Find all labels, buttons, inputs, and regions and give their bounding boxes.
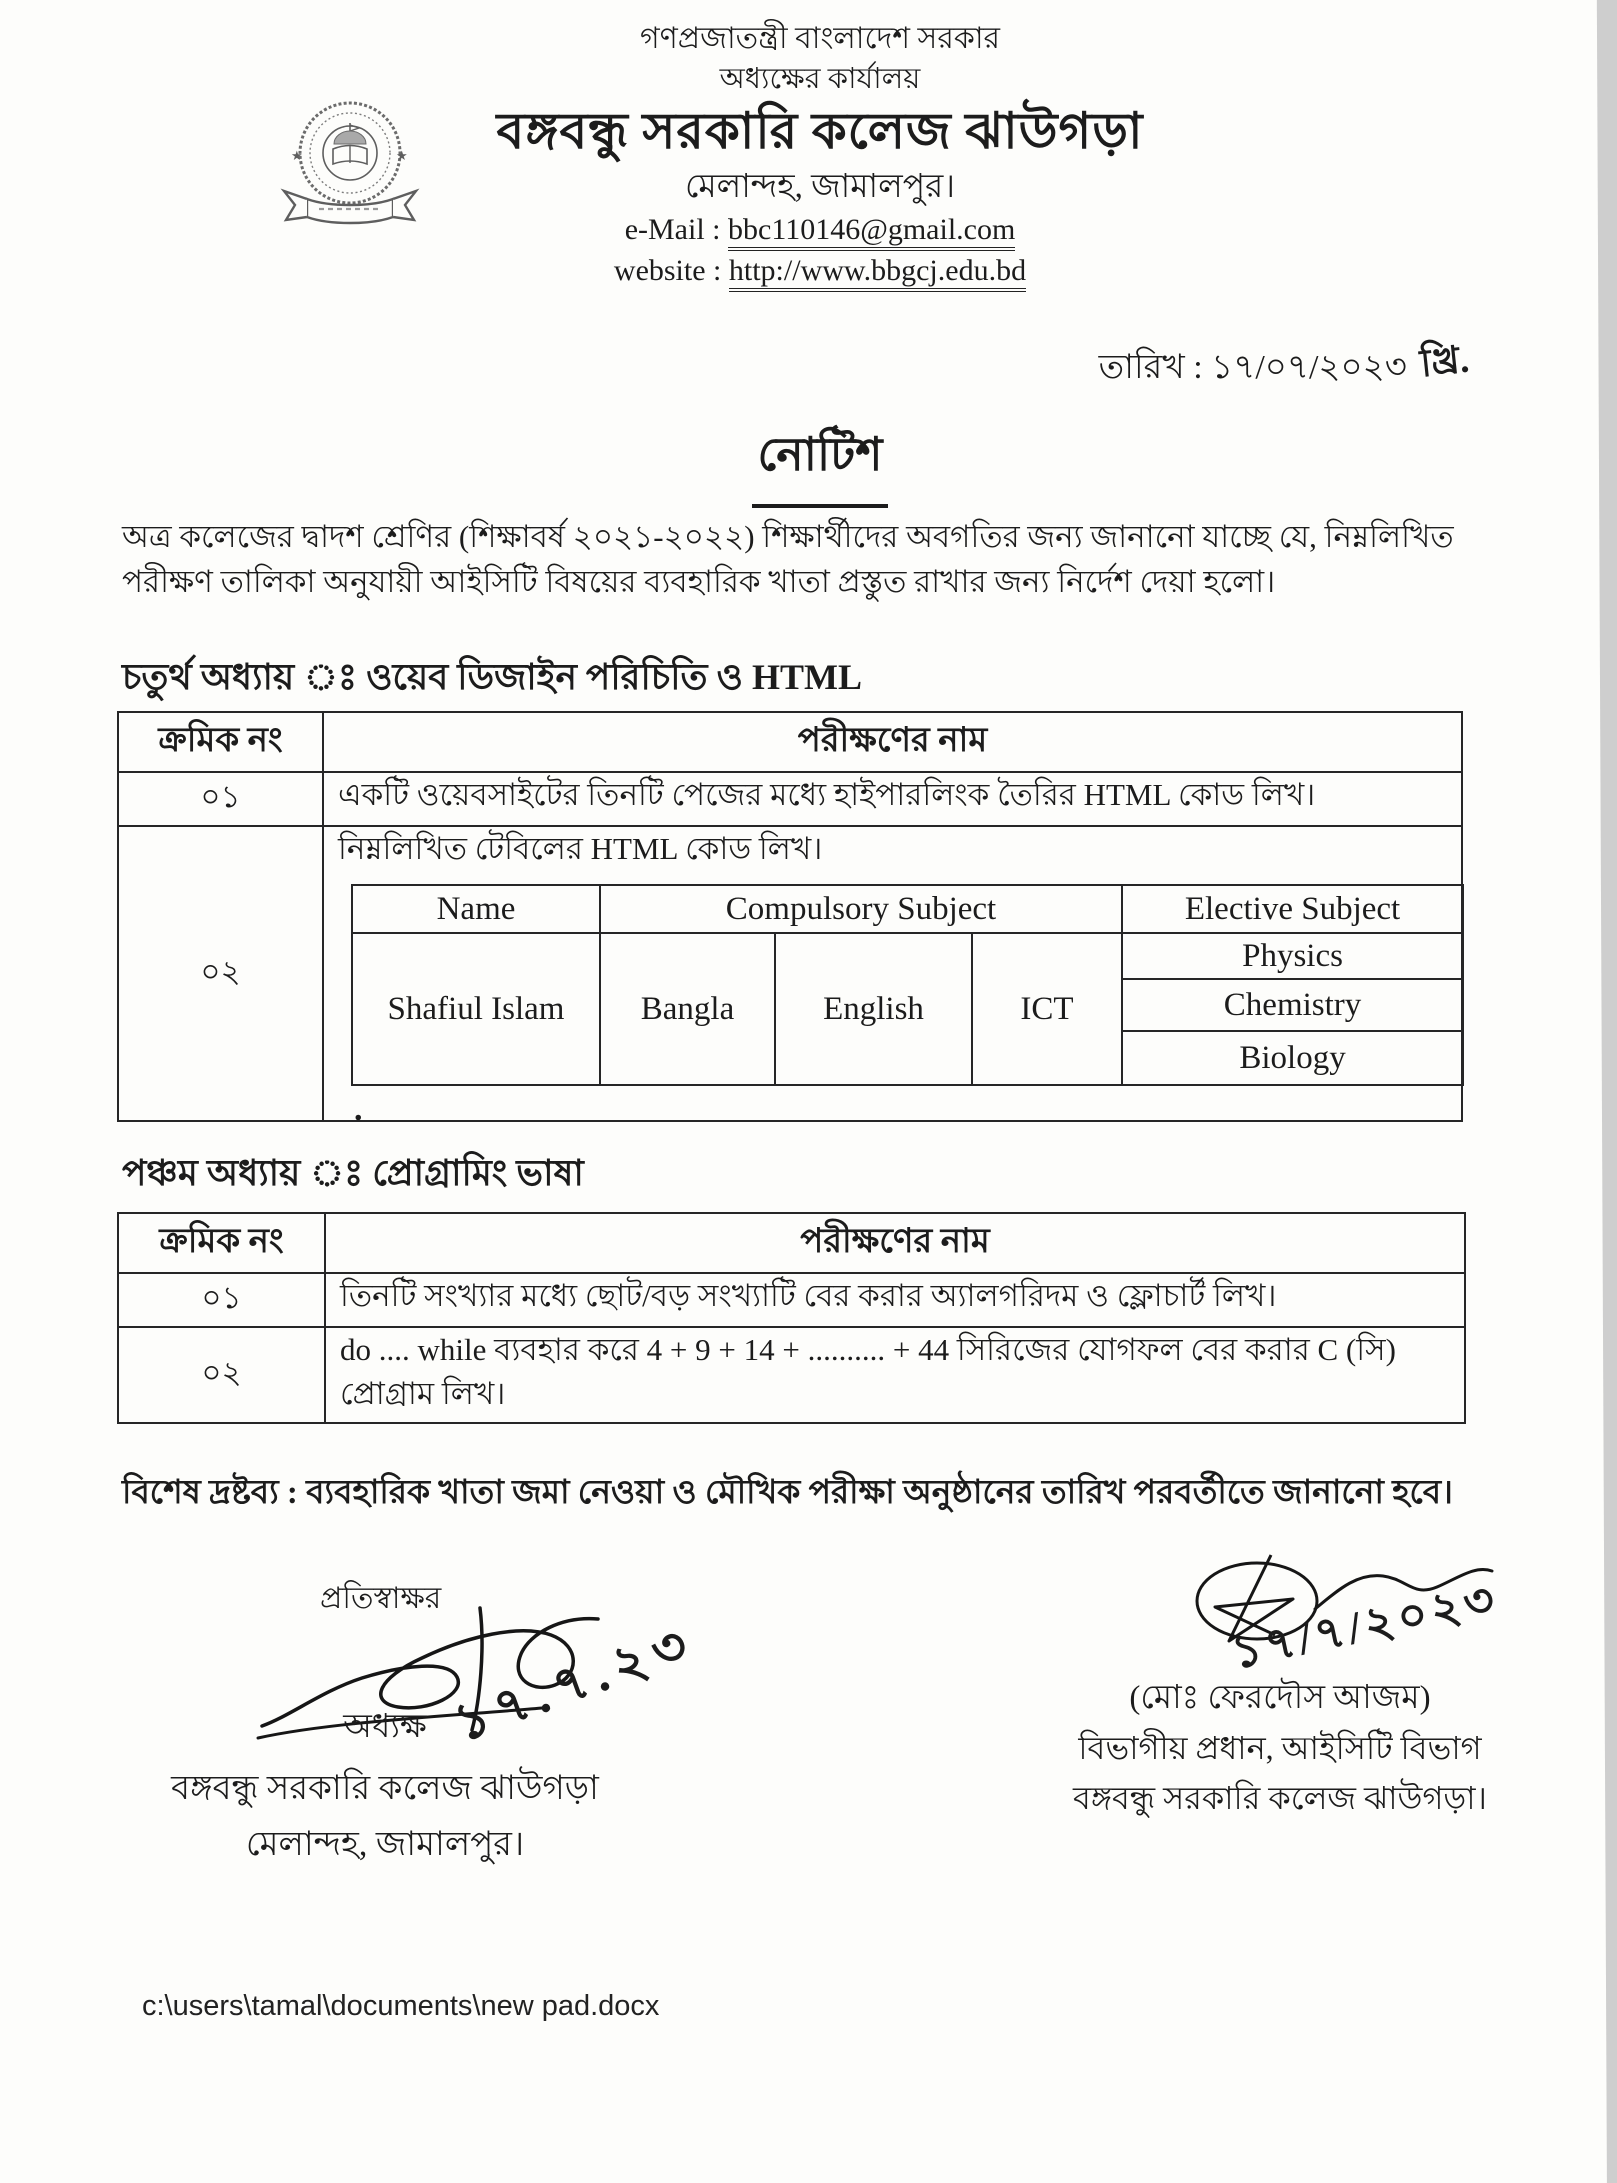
sample-html-table bbox=[351, 884, 1464, 1086]
elective-subject-cell: Physics bbox=[1122, 933, 1463, 979]
date-line bbox=[1099, 336, 1470, 400]
dept-head-signature-date: ১৭/৭/২০২৩ bbox=[1226, 1572, 1503, 1679]
name-header-cell: Name bbox=[352, 885, 600, 933]
serial-column-header: ক্রমিক নং bbox=[118, 712, 323, 772]
document-file-path: c:\users\tamal\documents\new pad.docx bbox=[142, 1990, 660, 2022]
notice-body: অত্র কলেজের দ্বাদশ শ্রেণির (শিক্ষাবর্ষ ২০২১-২০২২) শিক্ষার্থীদের অবগতির জন্য জানানো যাচ্ছে যে, নিম্নলিখিত পরীক্ষণ তালিকা অনুযায়ী আইসিটি বিষয়ের ব্যবহারিক খাতা প্রস্তুত রাখার জন্য নির্দেশ দেয়া হলো। bbox=[122, 519, 1454, 599]
stray-period-mark: . bbox=[354, 1091, 363, 1128]
experiment-cell: do .... while ব্যবহার করে 4 + 9 + 14 + .......... + 44 সিরিজের যোগফল বের করার C (সি) প্রোগ্রাম লিখ। bbox=[325, 1327, 1465, 1423]
date-handwritten-suffix: খ্রি. bbox=[1418, 338, 1472, 386]
chapter4-table bbox=[117, 711, 1463, 1128]
dept-head-designation: বিভাগীয় প্রধান, আইসিটি বিভাগ bbox=[1078, 1730, 1482, 1766]
table-header-row bbox=[118, 712, 1462, 772]
row2-instruction: নিম্নলিখিত টেবিলের HTML কোড লিখ। bbox=[338, 831, 823, 866]
serial-cell: ০২ bbox=[118, 826, 323, 1121]
website-label: website : bbox=[613, 254, 729, 288]
college-name: বঙ্গবন্ধু সরকারি কলেজ ঝাউগড়া bbox=[496, 102, 1144, 159]
college-address: মেলান্দহ, জামালপুর। bbox=[684, 168, 956, 205]
serial-cell: ০১ bbox=[118, 772, 323, 826]
special-note: বিশেষ দ্রষ্টব্য : ব্যবহারিক খাতা জমা নেওয়া ও মৌখিক পরীক্ষা অনুষ্ঠানের তারিখ পরবর্তীতে জানানো হবে। bbox=[122, 1475, 1453, 1511]
email-label: e-Mail : bbox=[624, 213, 728, 247]
experiment-column-header: পরীক্ষণের নাম bbox=[325, 1213, 1465, 1273]
svg-text:★: ★ bbox=[291, 148, 303, 163]
scan-page-edge-shadow bbox=[1575, 0, 1617, 2183]
table-header-row bbox=[118, 1213, 1465, 1273]
principal-designation: অধ্যক্ষ bbox=[343, 1709, 427, 1745]
notice-title: নোটিশ bbox=[120, 420, 1520, 508]
student-name-cell: Shafiul Islam bbox=[352, 933, 600, 1085]
compulsory-subject-cell: English bbox=[775, 933, 972, 1085]
email-address: bbc110146@gmail.com bbox=[728, 213, 1015, 251]
email-line bbox=[120, 213, 1520, 246]
elective-subject-cell: Biology bbox=[1122, 1031, 1463, 1085]
compulsory-subject-cell: ICT bbox=[972, 933, 1122, 1085]
website-line bbox=[120, 254, 1520, 287]
experiment-cell: তিনটি সংখ্যার মধ্যে ছোট/বড় সংখ্যাটি বের করার অ্যালগরিদম ও ফ্লোচার্ট লিখ। bbox=[325, 1273, 1465, 1327]
countersign-label: প্রতিস্বাক্ষর bbox=[320, 1582, 442, 1615]
principal-institution: বঙ্গবন্ধু সরকারি কলেজ ঝাউগড়া bbox=[171, 1770, 599, 1807]
letterhead bbox=[120, 22, 1520, 287]
table-row bbox=[118, 826, 1462, 1121]
website-url: http://www.bbgcj.edu.bd bbox=[729, 254, 1026, 292]
inner-data-row bbox=[352, 933, 1463, 979]
experiment-cell: একটি ওয়েবসাইটের তিনটি পেজের মধ্যে হাইপারলিংক তৈরির HTML কোড লিখ। bbox=[323, 772, 1462, 826]
principal-signature-date: ১৭.৭.২৩ bbox=[447, 1613, 703, 1754]
table-row bbox=[118, 1327, 1465, 1423]
chapter4-heading: চতুর্থ অধ্যায় ঃ ওয়েব ডিজাইন পরিচিতি ও HTML bbox=[122, 657, 863, 697]
experiment-cell bbox=[323, 826, 1462, 1128]
inner-header-row bbox=[352, 885, 1463, 933]
compulsory-header-cell: Compulsory Subject bbox=[600, 885, 1122, 933]
government-line: গণপ্রজাতন্ত্রী বাংলাদেশ সরকার bbox=[639, 22, 1001, 55]
table-row bbox=[118, 1273, 1465, 1327]
chapter5-table bbox=[117, 1212, 1466, 1424]
experiment-column-header: পরীক্ষণের নাম bbox=[323, 712, 1462, 772]
office-line: অধ্যক্ষের কার্যালয় bbox=[719, 63, 921, 95]
svg-text:★: ★ bbox=[396, 148, 408, 163]
serial-cell: ০২ bbox=[118, 1327, 325, 1423]
date-printed: তারিখ : ১৭/০৭/২০২৩ bbox=[1098, 349, 1407, 386]
table-row bbox=[118, 772, 1462, 826]
serial-column-header: ক্রমিক নং bbox=[118, 1213, 325, 1273]
serial-cell: ০১ bbox=[118, 1273, 325, 1327]
elective-subject-cell: Chemistry bbox=[1122, 979, 1463, 1031]
dept-head-name: (মোঃ ফেরদৌস আজম) bbox=[1129, 1680, 1431, 1716]
dept-head-institution: বঙ্গবন্ধু সরকারি কলেজ ঝাউগড়া। bbox=[1072, 1780, 1488, 1816]
elective-header-cell: Elective Subject bbox=[1122, 885, 1463, 933]
principal-address: মেলান্দহ, জামালপুর। bbox=[245, 1826, 525, 1863]
chapter5-heading: পঞ্চম অধ্যায় ঃ প্রোগ্রামিং ভাষা bbox=[122, 1153, 584, 1193]
compulsory-subject-cell: Bangla bbox=[600, 933, 775, 1085]
